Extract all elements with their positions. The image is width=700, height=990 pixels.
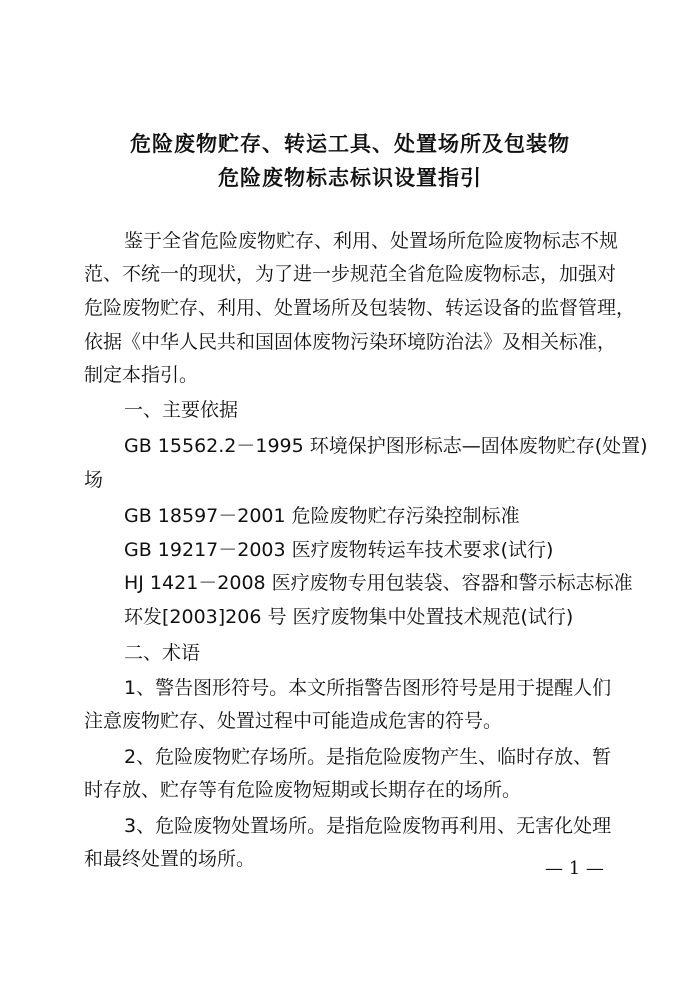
document-title-line-2: 危险废物标志标识设置指引 [218,166,482,190]
term-item: 3、危险废物处置场所。是指危险废物再利用、无害化处理 [124,815,612,837]
section-heading-terms: 二、术语 [124,642,201,664]
term-item: 时存放、贮存等有危险废物短期或长期存在的场所。 [84,779,522,801]
section-heading-basis: 一、主要依据 [124,399,239,421]
intro-line: 范、不统一的现状，为了进一步规范全省危险废物标志，加强对 [84,263,617,285]
page-number: — 1 — [545,858,604,879]
term-item: 和最终处置的场所。 [84,848,256,870]
reference-item: 环发[2003]206 号 医疗废物集中处置技术规范(试行) [124,606,574,628]
term-item: 注意废物贮存、处置过程中可能造成危害的符号。 [84,710,503,732]
reference-item: HJ 1421－2008 医疗废物专用包装袋、容器和警示标志标准 [124,572,633,594]
intro-line: 危险废物贮存、利用、处置场所及包装物、转运设备的监督管理， [84,297,636,319]
term-item: 1、警告图形符号。本文所指警告图形符号是用于提醒人们 [124,677,612,699]
intro-line: 制定本指引。 [84,364,199,386]
reference-item: GB 19217－2003 医疗废物转运车技术要求(试行) [124,539,554,561]
intro-line: 鉴于全省危险废物贮存、利用、处置场所危险废物标志不规 [124,230,619,252]
intro-line: 依据《中华人民共和国固体废物污染环境防治法》及相关标准， [84,331,617,353]
term-item: 2、危险废物贮存场所。是指危险废物产生、临时存放、暂 [124,746,612,768]
reference-item: 场 [84,469,104,491]
reference-item: GB 18597－2001 危险废物贮存污染控制标准 [124,505,520,527]
document-title-line-1: 危险废物贮存、转运工具、处置场所及包装物 [130,132,570,156]
reference-item: GB 15562.2－1995 环境保护图形标志—固体废物贮存(处置) [124,435,648,457]
